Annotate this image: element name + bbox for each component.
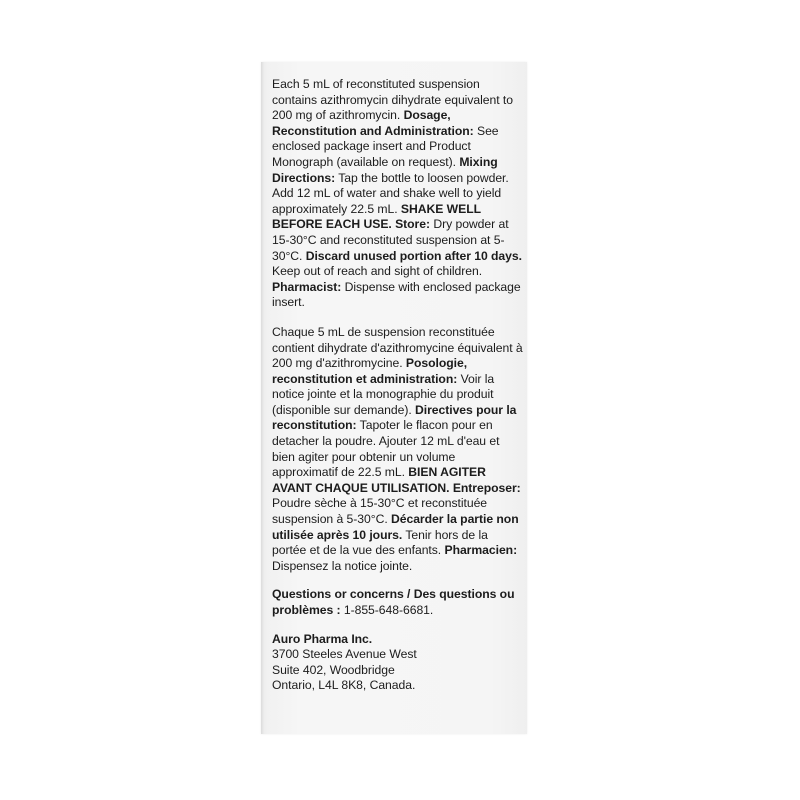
fr-text-1: Chaque 5 mL de suspension reconstituée contient dihydrate d'azithromycine équivalent à 200 mg d'azithromycine. (272, 324, 523, 371)
fr-heading-pharmacien: Pharmacien: (444, 543, 518, 558)
fr-text-5: Tenir hors de la portée et de la vue des enfants. (272, 527, 488, 558)
fr-heading-agiter-entreposer: BIEN AGITER AVANT CHAQUE UTILISATION. Entreposer: (272, 465, 521, 495)
label-text-column (272, 77, 524, 694)
en-text-1: Each 5 mL of reconstituted suspension contains azithromycin dihydrate equivalent to 200 mg of azithromycin. (272, 77, 513, 123)
contact-label: Questions or concerns / Des questions ou problèmes : (272, 587, 515, 617)
en-heading-discard: Discard unused portion after 10 days. (305, 248, 522, 263)
french-directions-paragraph (272, 325, 524, 575)
fr-text-4: Poudre sèche à 15-30°C et reconstituée suspension à 5-30°C. (272, 496, 488, 527)
fr-heading-posologie: Posologie, reconstitution et administration: (272, 356, 468, 386)
en-heading-dosage: Dosage, Reconstitution and Administration: (272, 108, 474, 138)
company-address-block (272, 632, 524, 694)
en-text-4: Dry powder at 15-30°C and reconstituted suspension at 5-30°C. (272, 217, 509, 263)
en-heading-shake-store: SHAKE WELL BEFORE EACH USE. Store: (272, 201, 481, 232)
address-street: 3700 Steeles Avenue West (272, 647, 417, 662)
package-side-panel (261, 62, 527, 734)
contact-paragraph (272, 587, 524, 618)
fr-heading-directives: Directives pour la reconstitution: (272, 402, 517, 433)
fr-text-3: Tapoter le flacon pour en detacher la poudre. Ajouter 12 mL d'eau et bien agiter pour obtenir un volume approximatif de 22.5 mL. (272, 418, 500, 480)
fr-text-2: Voir la notice jointe et la monographie du produit (disponible sur demande). (272, 371, 495, 417)
company-name: Auro Pharma Inc. (272, 631, 373, 646)
english-directions-paragraph (272, 77, 524, 311)
en-text-3: Tap the bottle to loosen powder. Add 12 mL of water and shake well to yield approximately 22.5 mL. (272, 170, 509, 216)
en-text-5: Keep out of reach and sight of children. (272, 264, 483, 279)
fr-heading-decarder: Décarder la partie non utilisée après 10 jours. (272, 512, 519, 542)
en-heading-pharmacist: Pharmacist: (272, 279, 342, 294)
contact-phone: 1-855-648-6681. (340, 603, 434, 617)
en-heading-mixing: Mixing Directions: (272, 154, 498, 185)
en-text-2: See enclosed package insert and Product Monograph (available on request). (272, 123, 499, 169)
fr-text-6: Dispensez la notice jointe. (272, 558, 413, 573)
en-text-6: Dispense with enclosed package insert. (272, 279, 521, 310)
address-city: Ontario, L4L 8K8, Canada. (272, 678, 416, 693)
address-suite: Suite 402, Woodbridge (272, 662, 395, 677)
